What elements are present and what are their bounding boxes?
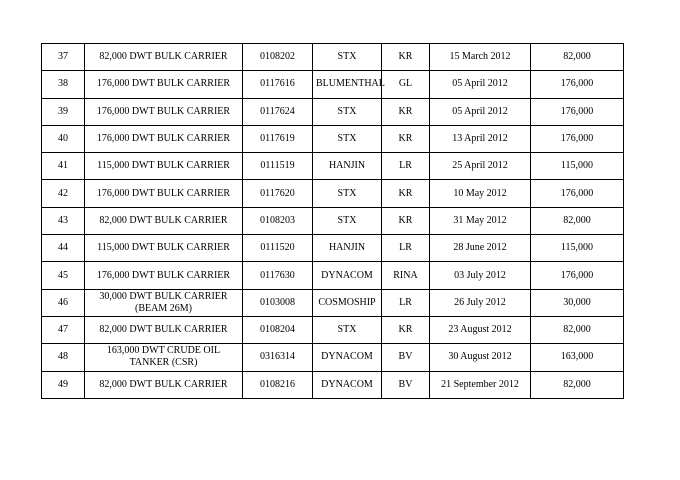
delivery-date-cell: 23 August 2012 xyxy=(430,316,531,343)
class-society-cell: KR xyxy=(382,125,430,152)
deadweight-cell: 176,000 xyxy=(531,262,624,289)
class-society-cell: KR xyxy=(382,44,430,71)
hull-number-cell: 0316314 xyxy=(243,344,313,371)
hull-number-cell: 0117630 xyxy=(243,262,313,289)
vessel-description-cell: 115,000 DWT BULK CARRIER xyxy=(85,153,243,180)
designer-cell: STX xyxy=(313,180,382,207)
class-society-cell: BV xyxy=(382,344,430,371)
vessel-description-cell: 176,000 DWT BULK CARRIER xyxy=(85,262,243,289)
deadweight-cell: 176,000 xyxy=(531,71,624,98)
hull-number-cell: 0108202 xyxy=(243,44,313,71)
hull-number-cell: 0111519 xyxy=(243,153,313,180)
delivery-date-cell: 05 April 2012 xyxy=(430,71,531,98)
table-row xyxy=(42,289,624,316)
table-row xyxy=(42,371,624,398)
hull-number-cell: 0108216 xyxy=(243,371,313,398)
table-row xyxy=(42,153,624,180)
designer-cell: DYNACOM xyxy=(313,371,382,398)
hull-number-cell: 0108203 xyxy=(243,207,313,234)
vessel-description-cell: 176,000 DWT BULK CARRIER xyxy=(85,71,243,98)
row-number-cell: 41 xyxy=(42,153,85,180)
delivery-date-cell: 15 March 2012 xyxy=(430,44,531,71)
class-society-cell: RINA xyxy=(382,262,430,289)
deadweight-cell: 82,000 xyxy=(531,316,624,343)
class-society-cell: KR xyxy=(382,98,430,125)
deadweight-cell: 30,000 xyxy=(531,289,624,316)
vessel-description-cell: 176,000 DWT BULK CARRIER xyxy=(85,98,243,125)
row-number-cell: 49 xyxy=(42,371,85,398)
deadweight-cell: 176,000 xyxy=(531,98,624,125)
vessel-description-cell: 30,000 DWT BULK CARRIER (BEAM 26M) xyxy=(85,289,243,316)
delivery-date-cell: 10 May 2012 xyxy=(430,180,531,207)
deadweight-cell: 115,000 xyxy=(531,235,624,262)
designer-cell: STX xyxy=(313,44,382,71)
delivery-date-cell: 13 April 2012 xyxy=(430,125,531,152)
delivery-date-cell: 25 April 2012 xyxy=(430,153,531,180)
delivery-date-cell: 26 July 2012 xyxy=(430,289,531,316)
table-row xyxy=(42,207,624,234)
vessel-description-cell: 115,000 DWT BULK CARRIER xyxy=(85,235,243,262)
class-society-cell: KR xyxy=(382,180,430,207)
class-society-cell: KR xyxy=(382,316,430,343)
delivery-date-cell: 30 August 2012 xyxy=(430,344,531,371)
designer-cell: STX xyxy=(313,207,382,234)
table-row xyxy=(42,262,624,289)
deadweight-cell: 176,000 xyxy=(531,180,624,207)
vessel-description-cell: 82,000 DWT BULK CARRIER xyxy=(85,44,243,71)
hull-number-cell: 0117624 xyxy=(243,98,313,125)
deadweight-cell: 176,000 xyxy=(531,125,624,152)
class-society-cell: KR xyxy=(382,207,430,234)
table-row xyxy=(42,344,624,371)
delivery-date-cell: 31 May 2012 xyxy=(430,207,531,234)
row-number-cell: 44 xyxy=(42,235,85,262)
table-row xyxy=(42,71,624,98)
vessel-description-cell: 82,000 DWT BULK CARRIER xyxy=(85,371,243,398)
designer-cell: BLUMENTHAL xyxy=(313,71,382,98)
row-number-cell: 48 xyxy=(42,344,85,371)
table-row xyxy=(42,180,624,207)
deadweight-cell: 82,000 xyxy=(531,371,624,398)
deadweight-cell: 115,000 xyxy=(531,153,624,180)
deadweight-cell: 82,000 xyxy=(531,207,624,234)
hull-number-cell: 0111520 xyxy=(243,235,313,262)
class-society-cell: LR xyxy=(382,235,430,262)
designer-cell: HANJIN xyxy=(313,153,382,180)
hull-number-cell: 0117619 xyxy=(243,125,313,152)
row-number-cell: 43 xyxy=(42,207,85,234)
class-society-cell: LR xyxy=(382,289,430,316)
table-row xyxy=(42,98,624,125)
table-row xyxy=(42,316,624,343)
vessel-description-cell: 163,000 DWT CRUDE OIL TANKER (CSR) xyxy=(85,344,243,371)
class-society-cell: LR xyxy=(382,153,430,180)
hull-number-cell: 0117616 xyxy=(243,71,313,98)
vessel-description-cell: 82,000 DWT BULK CARRIER xyxy=(85,207,243,234)
row-number-cell: 42 xyxy=(42,180,85,207)
designer-cell: STX xyxy=(313,98,382,125)
hull-number-cell: 0103008 xyxy=(243,289,313,316)
vessel-description-cell: 176,000 DWT BULK CARRIER xyxy=(85,125,243,152)
delivery-date-cell: 05 April 2012 xyxy=(430,98,531,125)
deadweight-cell: 82,000 xyxy=(531,44,624,71)
table-row xyxy=(42,235,624,262)
table-body xyxy=(42,44,624,399)
row-number-cell: 39 xyxy=(42,98,85,125)
designer-cell: HANJIN xyxy=(313,235,382,262)
vessel-delivery-table xyxy=(41,43,624,399)
row-number-cell: 46 xyxy=(42,289,85,316)
delivery-date-cell: 21 September 2012 xyxy=(430,371,531,398)
vessel-description-cell: 82,000 DWT BULK CARRIER xyxy=(85,316,243,343)
row-number-cell: 37 xyxy=(42,44,85,71)
class-society-cell: GL xyxy=(382,71,430,98)
row-number-cell: 47 xyxy=(42,316,85,343)
class-society-cell: BV xyxy=(382,371,430,398)
designer-cell: DYNACOM xyxy=(313,344,382,371)
row-number-cell: 38 xyxy=(42,71,85,98)
row-number-cell: 45 xyxy=(42,262,85,289)
table-row xyxy=(42,125,624,152)
deadweight-cell: 163,000 xyxy=(531,344,624,371)
vessel-description-cell: 176,000 DWT BULK CARRIER xyxy=(85,180,243,207)
designer-cell: STX xyxy=(313,125,382,152)
designer-cell: COSMOSHIP xyxy=(313,289,382,316)
table-row xyxy=(42,44,624,71)
delivery-date-cell: 28 June 2012 xyxy=(430,235,531,262)
delivery-date-cell: 03 July 2012 xyxy=(430,262,531,289)
designer-cell: DYNACOM xyxy=(313,262,382,289)
designer-cell: STX xyxy=(313,316,382,343)
hull-number-cell: 0108204 xyxy=(243,316,313,343)
hull-number-cell: 0117620 xyxy=(243,180,313,207)
row-number-cell: 40 xyxy=(42,125,85,152)
